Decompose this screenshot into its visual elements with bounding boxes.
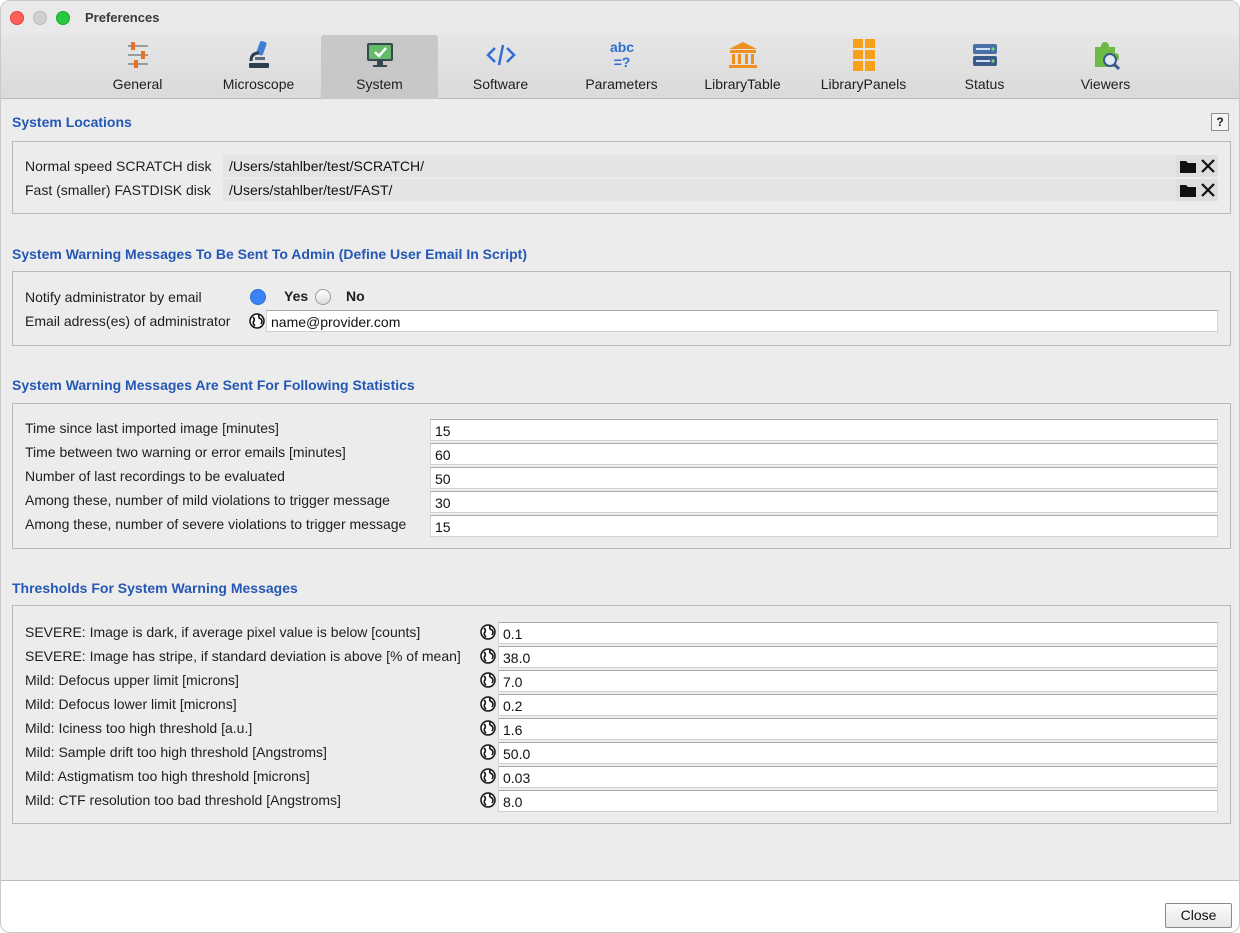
thresholds-panel [12,605,1231,824]
notify-no-label: No [346,288,365,304]
scratch-disk-buttons [1176,155,1218,177]
fastdisk-path[interactable]: /Users/stahlber/test/FAST/ [223,179,1176,201]
fastdisk-label: Fast (smaller) FASTDISK disk [25,182,211,198]
tab-status[interactable] [926,35,1043,99]
threshold-label: Mild: Defocus lower limit [microns] [25,696,237,712]
globe-icon[interactable] [480,672,496,688]
admin-email-label: Email adress(es) of administrator [25,313,231,329]
threshold-label: Mild: CTF resolution too bad threshold [Angstroms] [25,792,341,808]
section-title-locations: System Locations [12,114,132,130]
threshold-input[interactable]: 7.0 [498,670,1218,692]
stat-label: Number of last recordings to be evaluated [25,468,285,484]
stat-label: Among these, number of severe violations to trigger message [25,516,407,532]
svg-text:=?: =? [613,54,630,70]
code-icon [484,39,518,71]
globe-icon[interactable] [480,720,496,736]
window-title: Preferences [85,10,160,25]
tab-parameters[interactable] [563,35,680,99]
stat-input[interactable]: 15 [430,419,1218,441]
section-title-thresholds: Thresholds For System Warning Messages [12,580,298,596]
stat-label: Among these, number of mild violations to trigger message [25,492,390,508]
threshold-input[interactable]: 38.0 [498,646,1218,668]
section-title-admin: System Warning Messages To Be Sent To Admin (Define User Email In Script) [12,246,527,262]
scratch-disk-path[interactable]: /Users/stahlber/test/SCRATCH/ [223,155,1176,177]
system-preferences-content [1,99,1239,881]
threshold-label: SEVERE: Image has stripe, if standard deviation is above [% of mean] [25,648,461,664]
panels-icon [847,39,881,71]
notify-no-radio[interactable] [315,289,331,305]
admin-panel [12,271,1231,346]
threshold-label: Mild: Iciness too high threshold [a.u.] [25,720,253,736]
notify-yes-radio[interactable] [250,289,266,305]
stat-input[interactable]: 60 [430,443,1218,465]
preferences-toolbar [1,35,1239,99]
globe-icon[interactable] [480,648,496,664]
microscope-icon [242,39,276,71]
window-close-button[interactable] [10,11,24,25]
tab-system[interactable] [321,35,438,99]
dialog-footer [1,881,1239,933]
globe-icon[interactable] [480,624,496,640]
clear-icon[interactable] [1201,183,1215,197]
stat-label: Time since last imported image [minutes] [25,420,279,436]
globe-icon[interactable] [480,792,496,808]
tab-software-label: Software [472,76,529,92]
sliders-icon [121,39,155,71]
tab-general-label: General [112,76,163,92]
svg-text:abc: abc [609,39,634,55]
stat-input[interactable]: 50 [430,467,1218,489]
globe-icon[interactable] [480,744,496,760]
threshold-input[interactable]: 0.2 [498,694,1218,716]
threshold-label: Mild: Sample drift too high threshold [Angstroms] [25,744,327,760]
threshold-input[interactable]: 1.6 [498,718,1218,740]
tab-microscope[interactable] [200,35,317,99]
threshold-input[interactable]: 8.0 [498,790,1218,812]
tab-microscope-label: Microscope [222,76,295,92]
notify-yes-label: Yes [284,288,309,304]
tab-general[interactable] [79,35,196,99]
stat-label: Time between two warning or error emails [minutes] [25,444,346,460]
server-icon [968,39,1002,71]
tab-viewers[interactable] [1047,35,1164,99]
globe-icon[interactable] [480,696,496,712]
tab-librarypanels[interactable] [805,35,922,99]
clear-icon[interactable] [1201,159,1215,173]
tab-software[interactable] [442,35,559,99]
fastdisk-buttons [1176,179,1218,201]
stat-input[interactable]: 15 [430,515,1218,537]
close-button[interactable]: Close [1165,903,1232,928]
threshold-label: Mild: Astigmatism too high threshold [microns] [25,768,310,784]
threshold-label: SEVERE: Image is dark, if average pixel value is below [counts] [25,624,421,640]
abc-equals-icon [605,39,639,71]
tab-viewers-label: Viewers [1080,76,1131,92]
stat-input[interactable]: 30 [430,491,1218,513]
tab-system-label: System [356,76,403,92]
threshold-input[interactable]: 50.0 [498,742,1218,764]
library-icon [726,39,760,71]
folder-icon[interactable] [1180,159,1196,173]
tab-status-label: Status [964,76,1005,92]
tab-librarytable[interactable] [684,35,801,99]
title-bar [1,1,1239,35]
threshold-input[interactable]: 0.03 [498,766,1218,788]
window-minimize-button[interactable] [33,11,47,25]
threshold-label: Mild: Defocus upper limit [microns] [25,672,239,688]
help-button[interactable]: ? [1211,113,1229,131]
monitor-check-icon [363,39,397,71]
locations-panel [12,141,1231,214]
tab-librarytable-label: LibraryTable [704,76,781,92]
puzzle-search-icon [1089,39,1123,71]
window-zoom-button[interactable] [56,11,70,25]
globe-icon[interactable] [249,313,265,329]
statistics-panel [12,403,1231,549]
scratch-disk-label: Normal speed SCRATCH disk [25,158,212,174]
tab-librarypanels-label: LibraryPanels [820,76,907,92]
folder-icon[interactable] [1180,183,1196,197]
admin-email-input[interactable]: name@provider.com [266,310,1218,332]
threshold-input[interactable]: 0.1 [498,622,1218,644]
notify-admin-label: Notify administrator by email [25,289,202,305]
globe-icon[interactable] [480,768,496,784]
section-title-statistics: System Warning Messages Are Sent For Following Statistics [12,377,415,393]
tab-parameters-label: Parameters [585,76,658,92]
